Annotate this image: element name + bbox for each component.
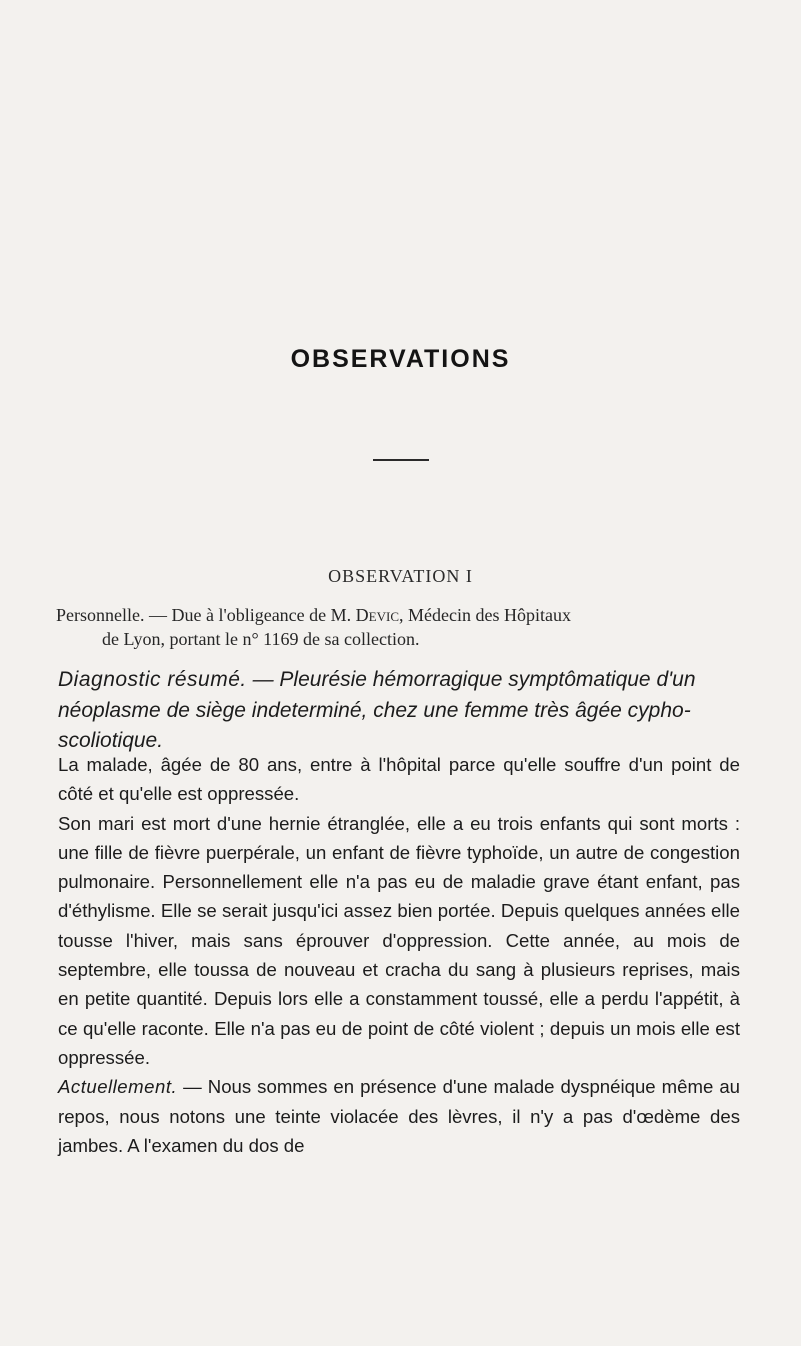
source-rest: , Médecin des Hôpitaux [398, 605, 571, 625]
title-divider [373, 459, 429, 461]
diagnosis-text: — Pleurésie hémorragique symptômatique d'un néoplasme de siège indeterminé, chez une femme très âgée cypho-scoliotique. [58, 668, 696, 752]
paragraph-actuellement [58, 1072, 740, 1160]
observation-source [56, 603, 756, 651]
actuellement-label: Actuellement. [58, 1076, 178, 1098]
diagnosis-summary [58, 665, 758, 757]
source-doctor: Devic [355, 605, 399, 625]
paragraph-history: Son mari est mort d'une hernie étranglée, elle a eu trois enfants qui sont morts : une fille de fièvre puerpérale, un enfant de fièvre typhoïde, un autre de congestion pulmonaire. Personnellement elle n'a pas eu de maladie grave étant enfant, pas d'éthylisme. Elle se serait jusqu'ici assez bien portée. Depuis quelques années elle tousse l'hiver, mais sans éprouver d'oppression. Cette année, au mois de septembre, elle toussa de nouveau et cracha du sang à plusieurs reprises, mais en petite quantité. Depuis lors elle a constamment toussé, elle a perdu l'appétit, à ce qu'elle raconte. Elle n'a pas eu de point de côté violent ; depuis un mois elle est oppressée. [58, 812, 740, 1068]
actuellement-text: — Nous sommes en présence d'une malade dyspnéique même au repos, nous notons une teinte violacée des lèvres, il n'y a pas d'œdème des jambes. A l'examen du dos de [58, 1076, 740, 1156]
page-title: OBSERVATIONS [290, 345, 511, 373]
paragraph-admission: La malade, âgée de 80 ans, entre à l'hôpital parce qu'elle souffre d'un point de côté et qu'elle est oppressée. [58, 754, 740, 805]
observation-heading: OBSERVATION I [328, 566, 473, 586]
source-line2: de Lyon, portant le n° 1169 de sa collection. [102, 629, 420, 649]
observation-body [58, 750, 740, 1160]
diagnosis-label: Diagnostic résumé. [58, 668, 247, 691]
source-prefix: Personnelle. — Due à l'obligeance de M. [56, 605, 352, 625]
